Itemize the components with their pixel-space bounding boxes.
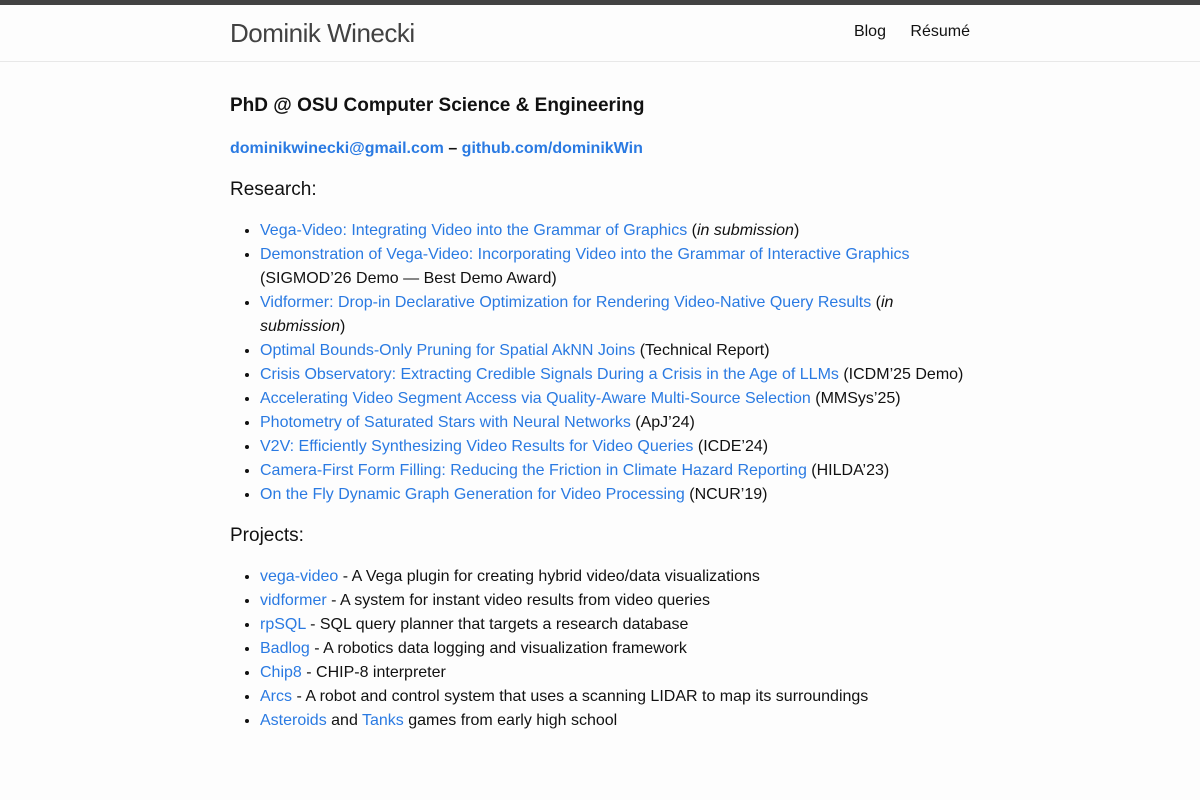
- nav-blog-link[interactable]: Blog: [853, 23, 886, 40]
- research-item: [260, 411, 970, 435]
- site-header: [0, 5, 1200, 62]
- project-link[interactable]: rpSQL: [260, 616, 306, 633]
- project-link[interactable]: Chip8: [260, 664, 302, 681]
- project-link[interactable]: Badlog: [260, 640, 310, 657]
- project-description: - A Vega plugin for creating hybrid video/data visualizations: [338, 568, 760, 585]
- research-venue: (NCUR’19): [684, 486, 768, 503]
- main-content: [230, 62, 970, 733]
- github-link[interactable]: github.com/dominikWin: [461, 140, 643, 157]
- research-item: [260, 483, 970, 507]
- research-item: [260, 339, 970, 363]
- research-venue: (MMSys’25): [810, 390, 901, 407]
- research-item: [260, 363, 970, 387]
- project-item: [260, 685, 970, 709]
- games-conjunction: and: [326, 712, 362, 729]
- projects-list: [230, 565, 970, 733]
- research-item: [260, 435, 970, 459]
- research-venue-open: (: [687, 222, 697, 239]
- research-link[interactable]: Camera-First Form Filling: Reducing the Friction in Climate Hazard Reporting: [260, 462, 807, 479]
- project-description: - A robot and control system that uses a scanning LIDAR to map its surroundings: [292, 688, 869, 705]
- project-description: - A system for instant video results from video queries: [326, 592, 710, 609]
- research-link[interactable]: Crisis Observatory: Extracting Credible Signals During a Crisis in the Age of LLMs: [260, 366, 839, 383]
- projects-heading: Projects:: [230, 525, 304, 546]
- project-item: [260, 637, 970, 661]
- research-link[interactable]: V2V: Efficiently Synthesizing Video Results for Video Queries: [260, 438, 694, 455]
- research-link[interactable]: Vidformer: Drop-in Declarative Optimization for Rendering Video-Native Query Results: [260, 294, 872, 311]
- research-item: [260, 219, 970, 243]
- site-nav: [834, 20, 970, 44]
- research-venue: (HILDA’23): [806, 462, 890, 479]
- page-tagline: PhD @ OSU Computer Science & Engineering: [230, 95, 645, 116]
- contact-line: [230, 137, 970, 161]
- research-link[interactable]: Optimal Bounds-Only Pruning for Spatial AkNN Joins: [260, 342, 636, 359]
- research-link[interactable]: Vega-Video: Integrating Video into the Grammar of Graphics: [260, 222, 688, 239]
- research-link[interactable]: On the Fly Dynamic Graph Generation for Video Processing: [260, 486, 685, 503]
- contact-separator: –: [443, 140, 462, 157]
- research-venue: (SIGMOD’26 Demo — Best Demo Award): [260, 270, 557, 287]
- research-venue-close: ): [793, 222, 800, 239]
- research-item: [260, 291, 970, 339]
- research-link[interactable]: Photometry of Saturated Stars with Neural Networks: [260, 414, 631, 431]
- project-link[interactable]: vidformer: [260, 592, 327, 609]
- research-venue-italic: in submission: [697, 222, 794, 239]
- research-list: [230, 219, 970, 507]
- project-item: [260, 613, 970, 637]
- asteroids-link[interactable]: Asteroids: [260, 712, 327, 729]
- site-title-link[interactable]: Dominik Winecki: [230, 18, 415, 48]
- project-description: - A robotics data logging and visualization framework: [309, 640, 687, 657]
- research-item: [260, 459, 970, 483]
- project-item: [260, 661, 970, 685]
- research-item: [260, 243, 970, 291]
- research-venue-close: ): [340, 318, 346, 335]
- research-venue-italic: in submission: [260, 294, 894, 335]
- research-link[interactable]: Accelerating Video Segment Access via Quality-Aware Multi-Source Selection: [260, 390, 811, 407]
- project-item: [260, 709, 970, 733]
- research-heading: Research:: [230, 179, 317, 200]
- research-venue: (Technical Report): [635, 342, 770, 359]
- research-venue-open: (: [871, 294, 881, 311]
- project-description: - SQL query planner that targets a research database: [305, 616, 689, 633]
- project-link[interactable]: vega-video: [260, 568, 339, 585]
- research-venue: (ApJ’24): [630, 414, 695, 431]
- nav-resume-link[interactable]: Résumé: [910, 23, 970, 40]
- email-link[interactable]: dominikwinecki@gmail.com: [230, 140, 444, 157]
- tanks-link[interactable]: Tanks: [362, 712, 404, 729]
- project-link[interactable]: Arcs: [260, 688, 292, 705]
- research-link[interactable]: Demonstration of Vega-Video: Incorporating Video into the Grammar of Interactive Graphics: [260, 246, 910, 263]
- research-venue: (ICDE’24): [693, 438, 769, 455]
- project-description: - CHIP-8 interpreter: [301, 664, 446, 681]
- research-item: [260, 387, 970, 411]
- project-description: games from early high school: [403, 712, 618, 729]
- project-item: [260, 589, 970, 613]
- project-item: [260, 565, 970, 589]
- research-venue: (ICDM’25 Demo): [838, 366, 964, 383]
